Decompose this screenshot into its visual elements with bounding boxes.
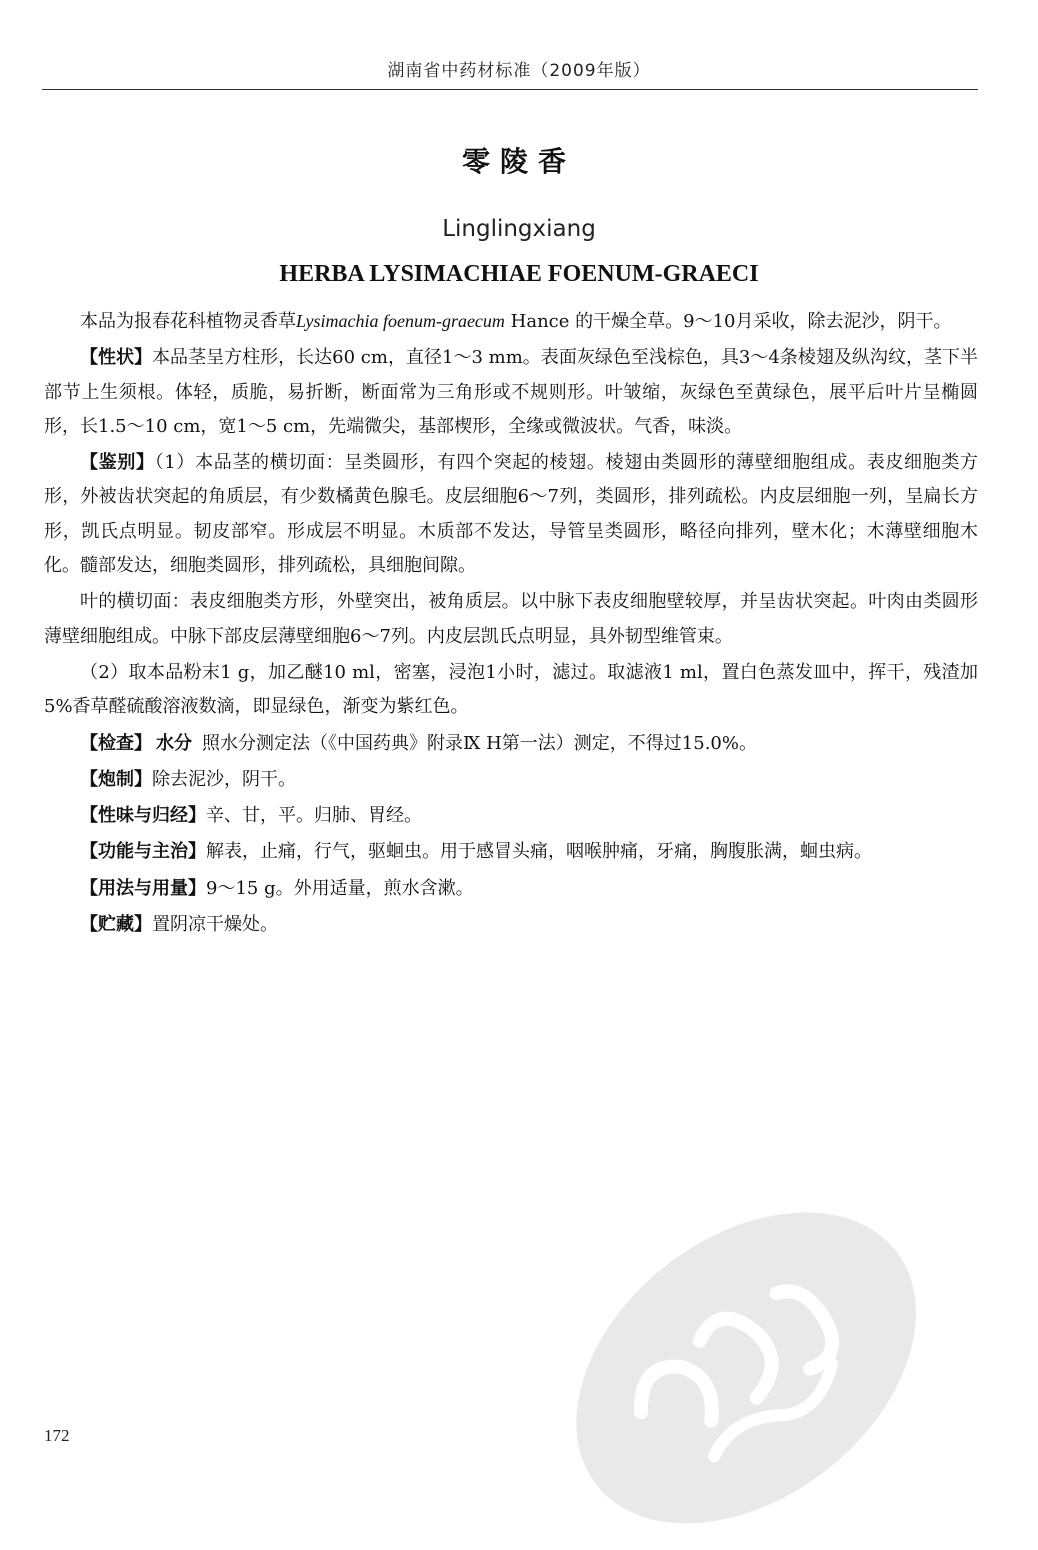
section-text: 解表，止痛，行气，驱蛔虫。用于感冒头痛，咽喉肿痛，牙痛，胸腹胀满，蛔虫病。 [206,841,872,863]
section-label: 【鉴别】 [80,452,155,474]
section-text: 9～15 g。外用适量，煎水含漱。 [206,877,474,899]
section-label: 【性味与归经】 [80,805,206,827]
section-jianbie [44,446,978,583]
running-head: 湖南省中药材标准（2009年版） [387,61,651,81]
section-jiancha [44,727,978,761]
section-text: 辛、甘，平。归肺、胃经。 [206,805,422,827]
section-label: 【功能与主治】 [80,841,206,863]
section-label: 【炮制】 [80,768,152,790]
section-gongneng [44,835,978,869]
section-text: 叶的横切面：表皮细胞类方形，外壁突出，被角质层。以中脉下表皮细胞壁较厚，并呈齿状突起。叶肉由类圆形薄壁细胞组成。中脉下部皮层薄壁细胞6～7列。内皮层凯氏点明显，具外韧型维管束。 [44,591,978,647]
section-label: 【贮藏】 [80,914,152,936]
section-text: （2）取本品粉末1 g，加乙醚10 ml，密塞，浸泡1小时，滤过。取滤液1 ml，置白色蒸发皿中，挥干，残渣加5%香草醛硫酸溶液数滴，即显绿色，渐变为紫红色。 [44,661,978,718]
section-text: 置阴凉干燥处。 [152,914,278,936]
header-rule [42,89,978,90]
monograph-body [44,304,978,944]
section-label: 【检查】 [80,732,152,754]
page-title: 零陵香 [461,145,576,178]
section-xingzhuang [44,341,978,444]
section-text: 照水分测定法（《中国药典》附录Ⅸ H第一法）测定，不得过15.0%。 [202,732,757,754]
section-text: 除去泥沙，阴干。 [152,768,296,790]
section-label: 【性状】 [80,347,153,369]
section-text: （1）本品茎的横切面：呈类圆形，有四个突起的棱翅。棱翅由类圆形的薄壁细胞组成。表皮细胞类方形，外被齿状突起的角质层，有少数橘黄色腺毛。皮层细胞6～7列，类圆形，排列疏松。内皮层细胞一列，呈扁长方形，凯氏点明显。韧皮部窄。形成层不明显。木质部不发达，导管呈类圆形，略径向排列，壁木化；木薄壁细胞木化。髓部发达，细胞类圆形，排列疏松，具细胞间隙。 [44,452,979,577]
watermark-seal [520,1170,960,1550]
section-sublabel: 水分 [156,732,192,754]
section-xingwei [44,799,978,833]
page-number: 172 [44,1426,70,1445]
intro-text-2: Hance 的干燥全草。9～10月采收，除去泥沙，阴干。 [504,311,952,332]
section-label: 【用法与用量】 [80,877,206,899]
intro-text-1: 本品为报春花科植物灵香草 [80,311,296,332]
section-paozhi [44,763,978,797]
intro-paragraph [44,304,978,339]
section-jianbie-2 [44,656,978,725]
section-jianbie-leaf [44,585,978,654]
section-text: 本品茎呈方柱形，长达60 cm，直径1～3 mm。表面灰绿色至浅棕色，具3～4条棱翅及纵沟纹，茎下半部节上生须根。体轻，质脆，易折断，断面常为三角形或不规则形。叶皱缩，灰绿色至黄绿色，展平后叶片呈椭圆形，长1.5～10 cm，宽1～5 cm，先端微尖，基部楔形，全缘或微波状。气香，味淡。 [44,347,978,437]
latin-title: HERBA LYSIMACHIAE FOENUM-GRAECI [279,261,759,287]
species-latin-name: Lysimachia foenum-graecum [296,311,505,331]
pinyin-title: Linglingxiang [442,216,596,242]
section-yongfa [44,872,978,906]
section-zhucang [44,908,978,942]
